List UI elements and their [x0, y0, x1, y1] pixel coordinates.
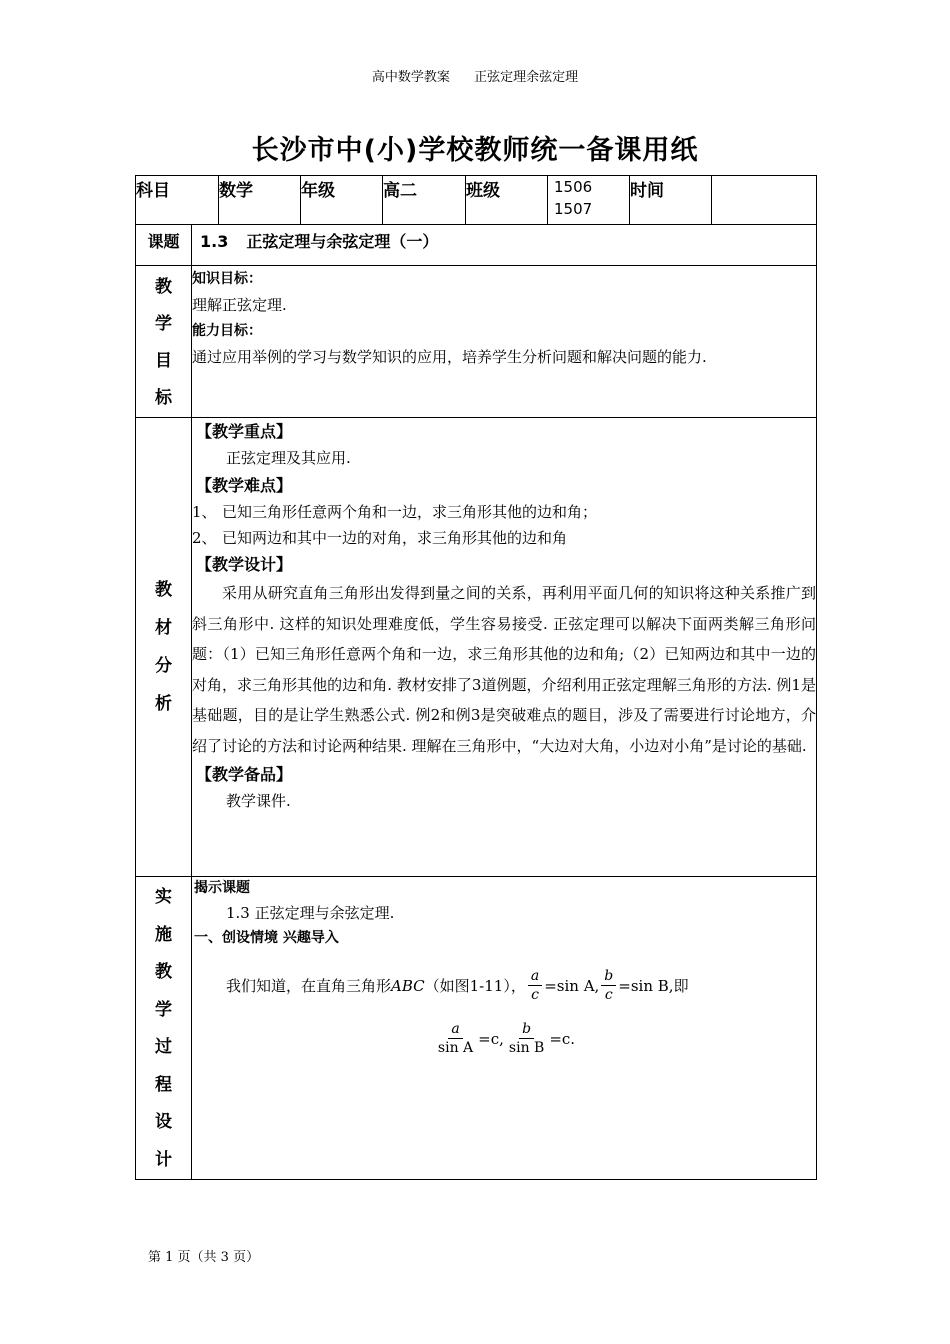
lesson-plan-table [135, 175, 817, 1180]
lesson-name: 正弦定理与余弦定理（一） [246, 232, 439, 251]
sine-ratio-formula: $\frac{a}{\text{sin A}}$ =c, $\frac{b}{\text{sin B}}$ =c. [192, 1020, 816, 1057]
grade-label: 年级 [301, 176, 383, 225]
process-content [192, 877, 817, 1180]
process-section [136, 877, 817, 1180]
fraction-a-over-sinA: $\frac{a}{\text{sin A}}$ [437, 1021, 474, 1056]
reveal-heading: 揭示课题 [194, 880, 250, 896]
intro-line: 我们知道，在直角三角形 ABC （如图1-11）， $\frac{a}{c}$ =sin A, $\frac{b}{c}$ =sin B, 即 [226, 968, 689, 1003]
class-label: 班级 [466, 176, 548, 225]
difficult-item: 1、 已知三角形任意两个角和一边，求三角形其他的边和角； [192, 503, 598, 521]
goals-section [136, 266, 817, 418]
material-content [192, 418, 817, 877]
fraction-a-over-c: $\frac{a}{c}$ [528, 967, 542, 1004]
class-value-1: 1506 [554, 178, 593, 196]
lesson-title [192, 225, 817, 266]
goals-side-label: 教 学 目 标 [136, 266, 192, 418]
lesson-topic-row [136, 225, 817, 266]
class-value [548, 176, 630, 225]
material-side-label: 教 材 分 析 [136, 418, 192, 877]
page-title: 长沙市中(小)学校教师统一备课用纸 [251, 135, 699, 166]
time-label: 时间 [630, 176, 712, 225]
header-subject: 高中数学教案 [371, 70, 450, 85]
knowledge-text: 理解正弦定理. [192, 296, 287, 314]
prep-text: 教学课件. [226, 792, 291, 810]
process-side-label: 实 施 教 学 过 程 设 计 [136, 877, 192, 1180]
header-topic: 正弦定理余弦定理 [474, 70, 579, 85]
material-section [136, 418, 817, 877]
section1-heading: 一、创设情境 兴趣导入 [194, 930, 339, 946]
class-value-2: 1507 [554, 200, 593, 218]
grade-value: 高二 [383, 176, 466, 225]
prep-heading: 【教学备品】 [196, 765, 293, 784]
running-header [0, 66, 950, 85]
fraction-b-over-c: $\frac{b}{c}$ [601, 967, 616, 1004]
key-points-text: 正弦定理及其应用. [226, 449, 351, 467]
design-heading: 【教学设计】 [196, 555, 293, 574]
knowledge-heading: 知识目标： [192, 271, 262, 287]
difficult-item: 2、 已知两边和其中一边的对角，求三角形其他的边和角 [192, 529, 568, 547]
lesson-number: 1.3 [200, 232, 229, 251]
key-points-heading: 【教学重点】 [196, 422, 293, 441]
difficult-points-heading: 【教学难点】 [196, 476, 293, 495]
fraction-b-over-sinB: $\frac{b}{\text{sin B}}$ [508, 1021, 545, 1056]
goals-content [192, 266, 817, 418]
subject-value: 数学 [219, 176, 301, 225]
page-footer: 第 1 页（共 3 页） [148, 1250, 260, 1265]
ability-heading: 能力目标： [192, 323, 262, 339]
ability-text: 通过应用举例的学习与数学知识的应用，培养学生分析问题和解决问题的能力. [192, 348, 707, 366]
design-text: 采用从研究直角三角形出发得到量之间的关系，再利用平面几何的知识将这种关系推广到斜三角形中. 这样的知识处理难度低，学生容易接受. 正弦定理可以解决下面两类解三角形问题：（1）已知三角形任意两个角和一边，求三角形其他的边和角;（2）已知两边和其中一边的对角，求三角形其他的边和角. 教材安排了3道例题，介绍利用正弦定理解三角形的方法. 例1是基础题，目的是让学生熟悉公式. 例2和例3是突破难点的题目，涉及了需要进行讨论地方，介绍了讨论的方法和讨论两种结果. 理解在三角形中，“大边对大角，小边对小角”是讨论的基础. [192, 584, 816, 755]
reveal-text: 1.3 正弦定理与余弦定理. [226, 904, 395, 922]
time-value [712, 176, 817, 225]
subject-label: 科目 [136, 176, 219, 225]
lesson-label: 课题 [136, 225, 192, 266]
info-row [136, 176, 817, 225]
